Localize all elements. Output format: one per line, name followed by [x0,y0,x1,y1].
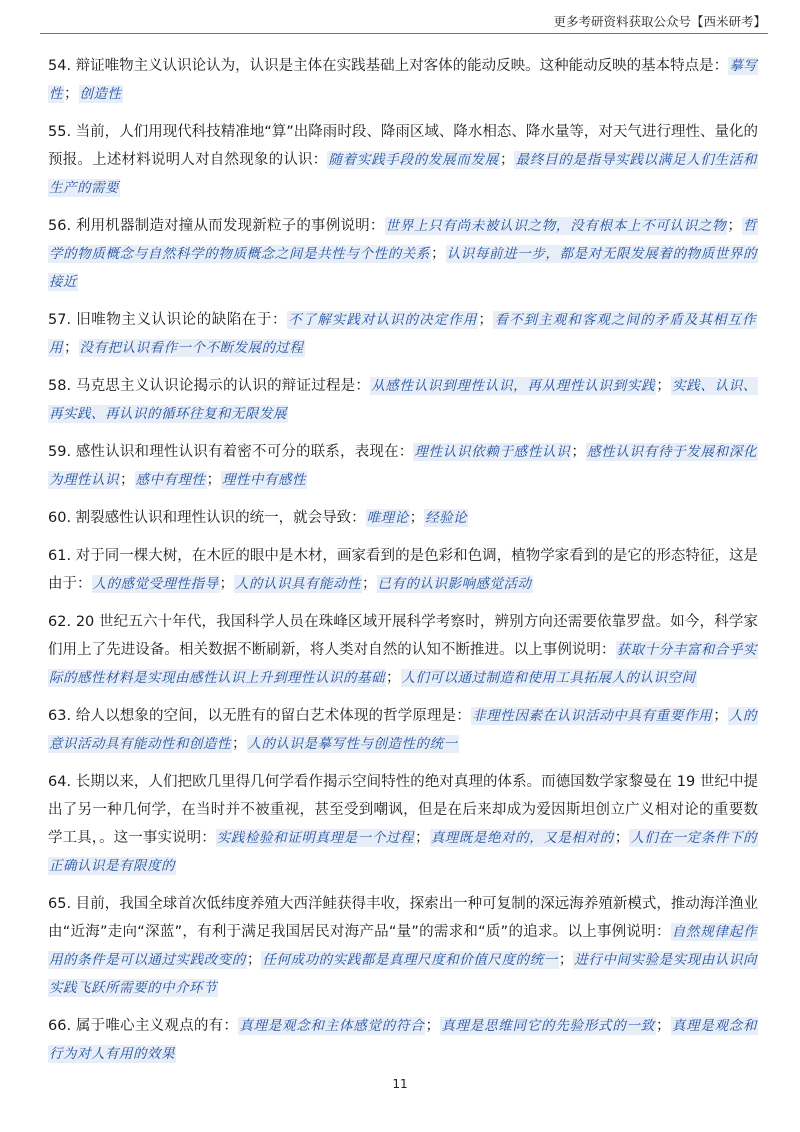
question-item [48,306,758,362]
answer-highlight: 人的认识是摹写性与创造性的统一 [247,736,458,752]
answer-highlight: 真理既是绝对的，又是相对的 [430,830,614,846]
answer-separator: ； [431,246,446,262]
answer-highlight: 真理是思维同它的先验形式的一致 [440,1018,656,1034]
answer-separator: ； [713,708,728,724]
page-header: 更多考研资料获取公众号【西米研考】 [553,14,766,29]
question-stem: 58. 马克思主义认识论揭示的认识的辩证过程是： [48,378,371,394]
answer-highlight: 理性中有感性 [222,472,306,488]
question-item [48,542,758,598]
answer-highlight: 人们在一定条件下的正确认识是有限度的 [49,830,758,874]
answer-separator: ； [571,444,586,460]
answer-separator: ； [409,510,425,526]
answer-highlight: 最终目的是指导实践以满足人们生活和生产的需要 [49,152,758,196]
header-rule [40,33,768,34]
question-item [48,1012,758,1068]
answer-highlight: 摹写性 [49,58,758,102]
question-item [48,212,758,296]
answer-separator: ； [425,1018,440,1034]
question-item [48,118,758,202]
page-number: 11 [392,1077,408,1091]
answer-highlight: 真理是观念和主体感觉的符合 [239,1018,425,1034]
answer-highlight: 从感性认识到理性认识，再从理性认识到实践 [371,378,656,394]
answer-separator: ； [64,340,79,356]
answer-separator: ； [219,576,234,592]
question-item [48,372,758,428]
question-stem: 65. 目前，我国全球首次低纬度养殖大西洋鲑获得丰收，探索出一种可复制的深远海养殖新模式，推动海洋渔业由“近海”走向“深蓝”，有利于满足我国居民对海产品“量”的需求和“质”的追求。以上事例说明： [48,896,758,940]
answer-highlight: 认识每前进一步，都是对无限发展着的物质世界的接近 [49,246,757,290]
answer-highlight: 人的意识活动具有能动性和创造性 [49,708,758,752]
question-stem: 61. 对于同一棵大树，在木匠的眼中是木材，画家看到的是色彩和色调，植物学家看到的是它的形态特征，这是由于： [48,548,758,592]
answer-highlight: 哲学的物质概念与自然科学的物质概念之间是共性与个性的关系 [49,218,758,262]
answer-highlight: 理性认识依赖于感性认识 [414,444,571,460]
question-stem: 63. 给人以想象的空间，以无胜有的留白艺术体现的哲学原理是： [48,708,471,724]
answer-separator: ； [64,86,79,102]
answer-separator: ； [362,576,377,592]
answer-highlight: 实践检验和证明真理是一个过程 [216,830,415,846]
answer-highlight: 已有的认识影响感觉活动 [377,576,532,592]
answer-separator: ； [386,670,401,686]
answer-separator: ； [727,218,742,234]
answer-separator: ； [415,830,430,846]
answer-highlight: 任何成功的实践都是真理尺度和价值尺度的统一 [262,952,558,968]
answer-highlight: 看不到主观和客观之间的矛盾及其相互作用 [49,312,757,356]
answer-separator: ； [246,952,262,968]
answer-separator: ； [478,312,493,328]
question-stem: 59. 感性认识和理性认识有着密不可分的联系，表现在： [48,444,414,460]
question-stem: 57. 旧唯物主义认识论的缺陷在于： [48,312,288,328]
answer-highlight: 人的感觉受理性指导 [92,576,219,592]
answer-highlight: 自然规律起作用的条件是可以通过实践改变的 [49,924,758,968]
question-item [48,768,758,880]
answer-separator: ； [656,1018,671,1034]
answer-separator: ； [558,952,574,968]
question-item [48,438,758,494]
question-item [48,504,758,532]
question-stem: 54. 辩证唯物主义认识论认为，认识是主体在实践基础上对客体的能动反映。这种能动反映的基本特点是： [48,58,729,74]
question-stem: 62. 20 世纪五六十年代，我国科学人员在珠峰区域开展科学考察时，辨别方向还需要依靠罗盘。如今，科学家们用上了先进设备。相关数据不断刷新，将人类对自然的认知不断推进。以上事例说明： [48,614,758,658]
answer-highlight: 唯理论 [366,510,409,526]
question-stem: 56. 利用机器制造对撞从而发现新粒子的事例说明： [48,218,385,234]
answer-highlight: 感性认识有待于发展和深化为理性认识 [49,444,758,488]
question-stem: 64. 长期以来，人们把欧几里得几何学看作揭示空间特性的绝对真理的体系。而德国数学家黎曼在 19 世纪中提出了另一种几何学，在当时并不被重视，甚至受到嘲讽，但是在后来却成为爱因斯坦创立广义相对论的重要数学工具，。这一事实说明： [48,774,758,846]
answer-separator: ； [232,736,247,752]
answer-separator: ； [120,472,135,488]
answer-separator: ； [614,830,630,846]
question-item [48,890,758,1002]
answer-highlight: 获取十分丰富和合乎实际的感性材料是实现由感性认识上升到理性认识的基础 [49,642,757,686]
answer-separator: ； [206,472,221,488]
answer-highlight: 人的认识具有能动性 [235,576,361,592]
answer-highlight: 不了解实践对认识的决定作用 [288,312,478,328]
question-stem: 66. 属于唯心主义观点的有： [48,1018,239,1034]
answer-highlight: 人们可以通过制造和使用工具拓展人的认识空间 [401,670,696,686]
question-item [48,52,758,108]
answer-highlight: 经验论 [425,510,468,526]
answer-highlight: 非理性因素在认识活动中具有重要作用 [471,708,713,724]
answer-highlight: 实践、认识、再实践、再认识的循环往复和无限发展 [49,378,758,422]
answer-separator: ； [499,152,515,168]
answer-highlight: 没有把认识看作一个不断发展的过程 [79,340,304,356]
question-stem: 60. 割裂感性认识和理性认识的统一，就会导致： [48,510,366,526]
answer-highlight: 感中有理性 [135,472,206,488]
answer-highlight: 随着实践手段的发展而发展 [328,152,499,168]
question-item [48,608,758,692]
answer-highlight: 世界上只有尚未被认识之物，没有根本上不可认识之物 [385,218,727,234]
answer-highlight: 真理是观念和行为对人有用的效果 [49,1018,758,1062]
answer-separator: ； [656,378,671,394]
question-stem: 55. 当前，人们用现代科技精准地“算”出降雨时段、降雨区域、降水相态、降水量等，对天气进行理性、量化的预报。上述材料说明人对自然现象的认识： [48,124,758,168]
answer-highlight: 进行中间实验是实现由认识向实践飞跃所需要的中介环节 [49,952,758,996]
question-list [48,52,758,1078]
answer-highlight: 创造性 [79,86,122,102]
question-item [48,702,758,758]
